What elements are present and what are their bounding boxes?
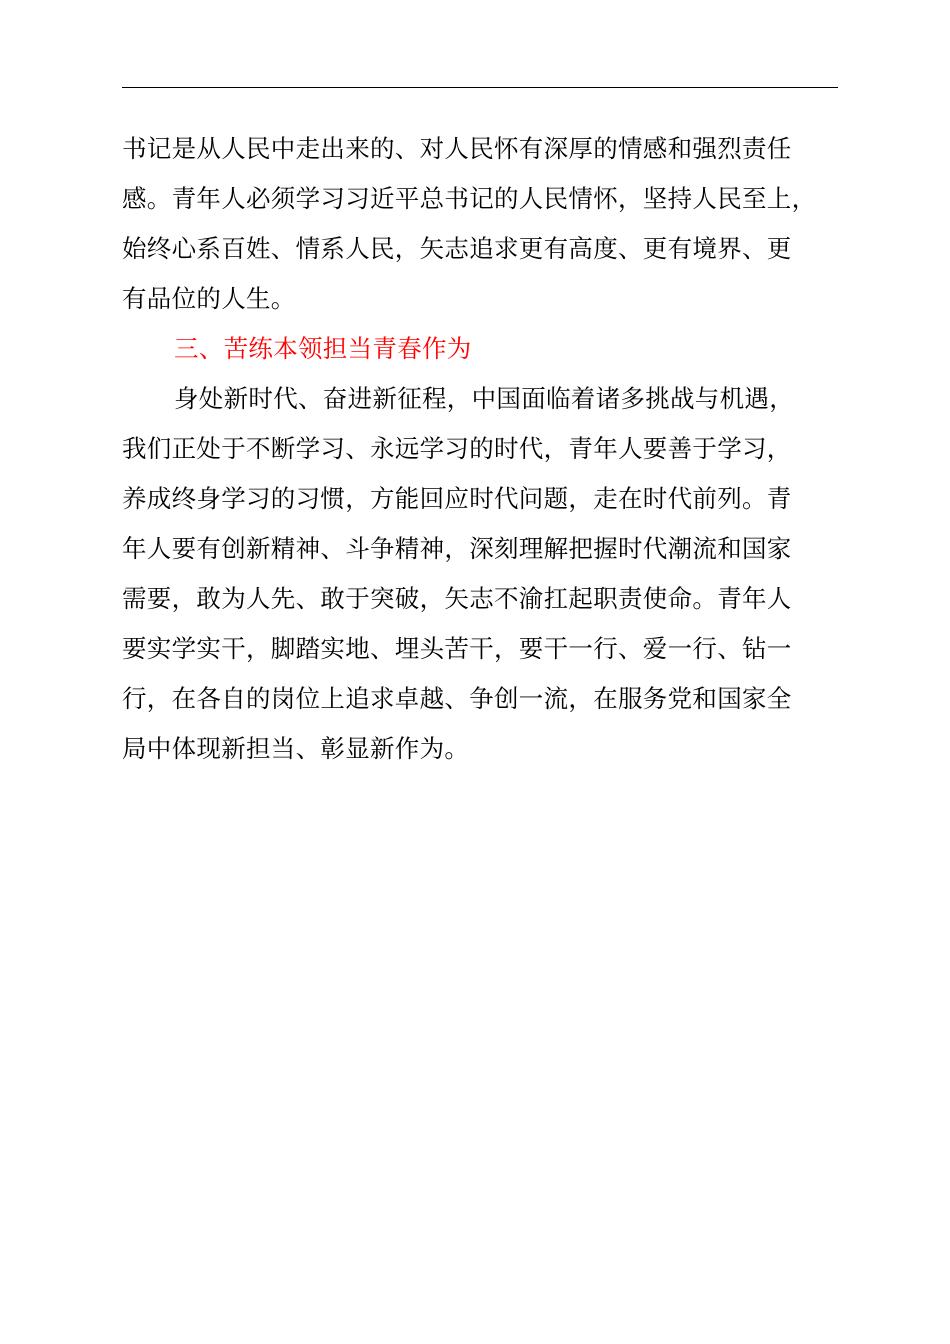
paragraph-2-line-6: 要实学实干，脚踏实地、埋头苦干，要干一行、爱一行、钻一 <box>122 634 792 663</box>
paragraph-2-line-2: 我们正处于不断学习、永远学习的时代，青年人要善于学习， <box>122 434 792 463</box>
paragraph-2-line-8: 局中体现新担当、彰显新作为。 <box>122 734 470 763</box>
paragraph-2-line-1: 身处新时代、奋进新征程，中国面临着诸多挑战与机遇， <box>174 384 794 413</box>
paragraph-1-line-3: 始终心系百姓、情系人民，矢志追求更有高度、更有境界、更 <box>122 234 792 263</box>
paragraph-2-line-3: 养成终身学习的习惯，方能回应时代问题，走在时代前列。青 <box>122 484 792 513</box>
header-rule <box>122 87 838 88</box>
section-heading: 三、苦练本领担当青春作为 <box>174 334 472 363</box>
paragraph-2-line-7: 行，在各自的岗位上追求卓越、争创一流，在服务党和国家全 <box>122 684 792 713</box>
paragraph-2 <box>122 374 838 774</box>
paragraph-1-line-4: 有品位的人生。 <box>122 284 296 313</box>
paragraph-2-line-4: 年人要有创新精神、斗争精神，深刻理解把握时代潮流和国家 <box>122 534 792 563</box>
paragraph-1-line-1: 书记是从人民中走出来的、对人民怀有深厚的情感和强烈责任 <box>122 134 792 163</box>
paragraph-1 <box>122 124 838 324</box>
paragraph-2-line-5: 需要，敢为人先、敢于突破，矢志不渝扛起职责使命。青年人 <box>122 584 792 613</box>
paragraph-1-line-2: 感。青年人必须学习习近平总书记的人民情怀，坚持人民至上， <box>122 184 817 213</box>
document-body <box>122 124 838 774</box>
